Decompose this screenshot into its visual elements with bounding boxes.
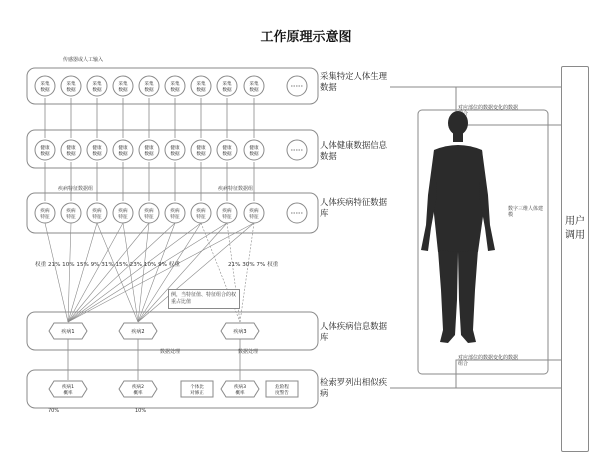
node-label-health: 数据: [40, 152, 50, 157]
top-note: 传感器或人工输入: [63, 57, 104, 63]
node-label-health: 健康: [118, 146, 128, 151]
weight-line: [68, 223, 97, 322]
node-label-disease-feature: 特征: [249, 215, 259, 220]
row-label-health: 人体健康数据信息数据: [320, 140, 387, 161]
node-label-collect: 数据: [222, 88, 232, 93]
node-label-collect: 采集: [144, 82, 154, 87]
node-label-collect: 采集: [170, 82, 180, 87]
node-label-disease-feature: 疾病: [249, 209, 259, 214]
node-label-collect: 采集: [118, 82, 128, 87]
node-label-collect: 数据: [92, 88, 102, 93]
retrieve-node-label: 概率: [235, 391, 245, 396]
node-label-disease-feature: 疾病: [222, 209, 232, 214]
node-label-disease-feature: 疾病: [118, 209, 128, 214]
retrieve-node-label: 疾病3: [233, 385, 247, 390]
user-call-box: [561, 66, 589, 452]
callout-note: 例，当特征值、特征组合的权重占比值: [168, 289, 240, 309]
node-label-health: 数据: [170, 152, 180, 157]
node-label-disease-feature: 特征: [118, 215, 128, 220]
group-label-left: 疾病特征数据组: [58, 186, 94, 192]
node-label-collect: 数据: [144, 88, 154, 93]
row-label-collect: 采集特定人体生理数据: [320, 71, 387, 92]
node-label-health: 数据: [222, 152, 232, 157]
node-label-health: 健康: [92, 146, 102, 151]
connector-note-1: 数据处理: [160, 349, 181, 355]
weights-left: 权重 21% 10% 15% 9% 31% 15% 23% 10% 9% 权重: [35, 262, 180, 268]
node-label-health: 健康: [40, 146, 50, 151]
node-label-disease-feature: 特征: [170, 215, 180, 220]
weights-right: 21% 30% 7% 权重: [228, 262, 279, 268]
disease-node-label: 疾病3: [233, 329, 247, 335]
retrieve-tag-1: 70%: [48, 408, 60, 414]
retrieve-node-label: 疾病2: [131, 385, 145, 390]
weight-line: [240, 223, 254, 322]
node-label-collect: 数据: [196, 88, 206, 93]
node-label-collect: 采集: [196, 82, 206, 87]
connector-note-2: 数据处理: [238, 349, 259, 355]
node-label-health: 数据: [66, 152, 76, 157]
node-label-health: 数据: [92, 152, 102, 157]
node-label-collect: 数据: [170, 88, 180, 93]
right-note-bottom: 对应部位的数据变化的数据组合: [458, 355, 519, 367]
weight-line: [68, 223, 175, 322]
node-label-health: 数据: [144, 152, 154, 157]
right-note-mid: 数字三维人体建模: [508, 206, 544, 218]
retrieve-node-label: 概率: [133, 391, 143, 396]
node-label-collect: 采集: [66, 82, 76, 87]
node-label-disease-feature: 疾病: [92, 209, 102, 214]
user-call-label: 用户调用: [565, 216, 585, 241]
retrieve-node-label: 危险程: [275, 385, 289, 390]
disease-node-label: 疾病2: [131, 329, 145, 335]
node-label-collect: 数据: [118, 88, 128, 93]
node-label-health: 健康: [170, 146, 180, 151]
node-label-collect: 采集: [40, 82, 50, 87]
node-label-health: 数据: [196, 152, 206, 157]
retrieve-node-label: 个体比: [190, 385, 204, 390]
node-label-collect: 数据: [40, 88, 50, 93]
node-label-disease-feature: 特征: [66, 215, 76, 220]
node-label-disease-feature: 疾病: [144, 209, 154, 214]
node-label-disease-feature: 疾病: [66, 209, 76, 214]
node-label-health: 健康: [144, 146, 154, 151]
human-figure: [421, 111, 495, 343]
node-label-collect: 采集: [249, 82, 259, 87]
diagram-title: 工作原理示意图: [260, 30, 352, 45]
node-label-collect: 数据: [66, 88, 76, 93]
right-note-top: 对应部位的数据变化的数据组合: [458, 105, 519, 117]
retrieve-tag-2: 10%: [135, 408, 147, 414]
weight-line: [97, 223, 138, 322]
node-label-health: 健康: [249, 146, 259, 151]
retrieve-node-label: 对修正: [190, 391, 204, 396]
node-label-disease-feature: 特征: [196, 215, 206, 220]
row-label-disease-feature: 人体疾病特征数据库: [320, 197, 387, 218]
disease-node-label: 疾病1: [61, 329, 75, 335]
node-label-health: 健康: [196, 146, 206, 151]
node-label-disease-feature: 疾病: [196, 209, 206, 214]
node-label-disease-feature: 特征: [40, 215, 50, 220]
group-label-right: 疾病特征数据组: [218, 186, 254, 192]
node-label-collect: 采集: [222, 82, 232, 87]
node-label-disease-feature: 疾病: [40, 209, 50, 214]
node-label-health: 健康: [66, 146, 76, 151]
weight-line: [68, 223, 71, 322]
node-label-disease-feature: 特征: [222, 215, 232, 220]
weight-line: [123, 223, 138, 322]
retrieve-node-label: 疾病1: [61, 385, 75, 390]
retrieve-node-label: 度警告: [275, 391, 289, 396]
row-label-retrieve: 检索罗列出相似疾病: [320, 377, 387, 398]
node-label-disease-feature: 特征: [92, 215, 102, 220]
weight-line: [68, 223, 149, 322]
node-label-collect: 采集: [92, 82, 102, 87]
retrieve-node-label: 概率: [63, 391, 73, 396]
node-label-health: 数据: [118, 152, 128, 157]
weight-line: [45, 223, 68, 322]
node-label-health: 健康: [222, 146, 232, 151]
node-label-health: 数据: [249, 152, 259, 157]
node-label-disease-feature: 特征: [144, 215, 154, 220]
row-label-disease-info: 人体疾病信息数据库: [320, 321, 387, 342]
node-label-collect: 数据: [249, 88, 259, 93]
node-label-disease-feature: 疾病: [170, 209, 180, 214]
